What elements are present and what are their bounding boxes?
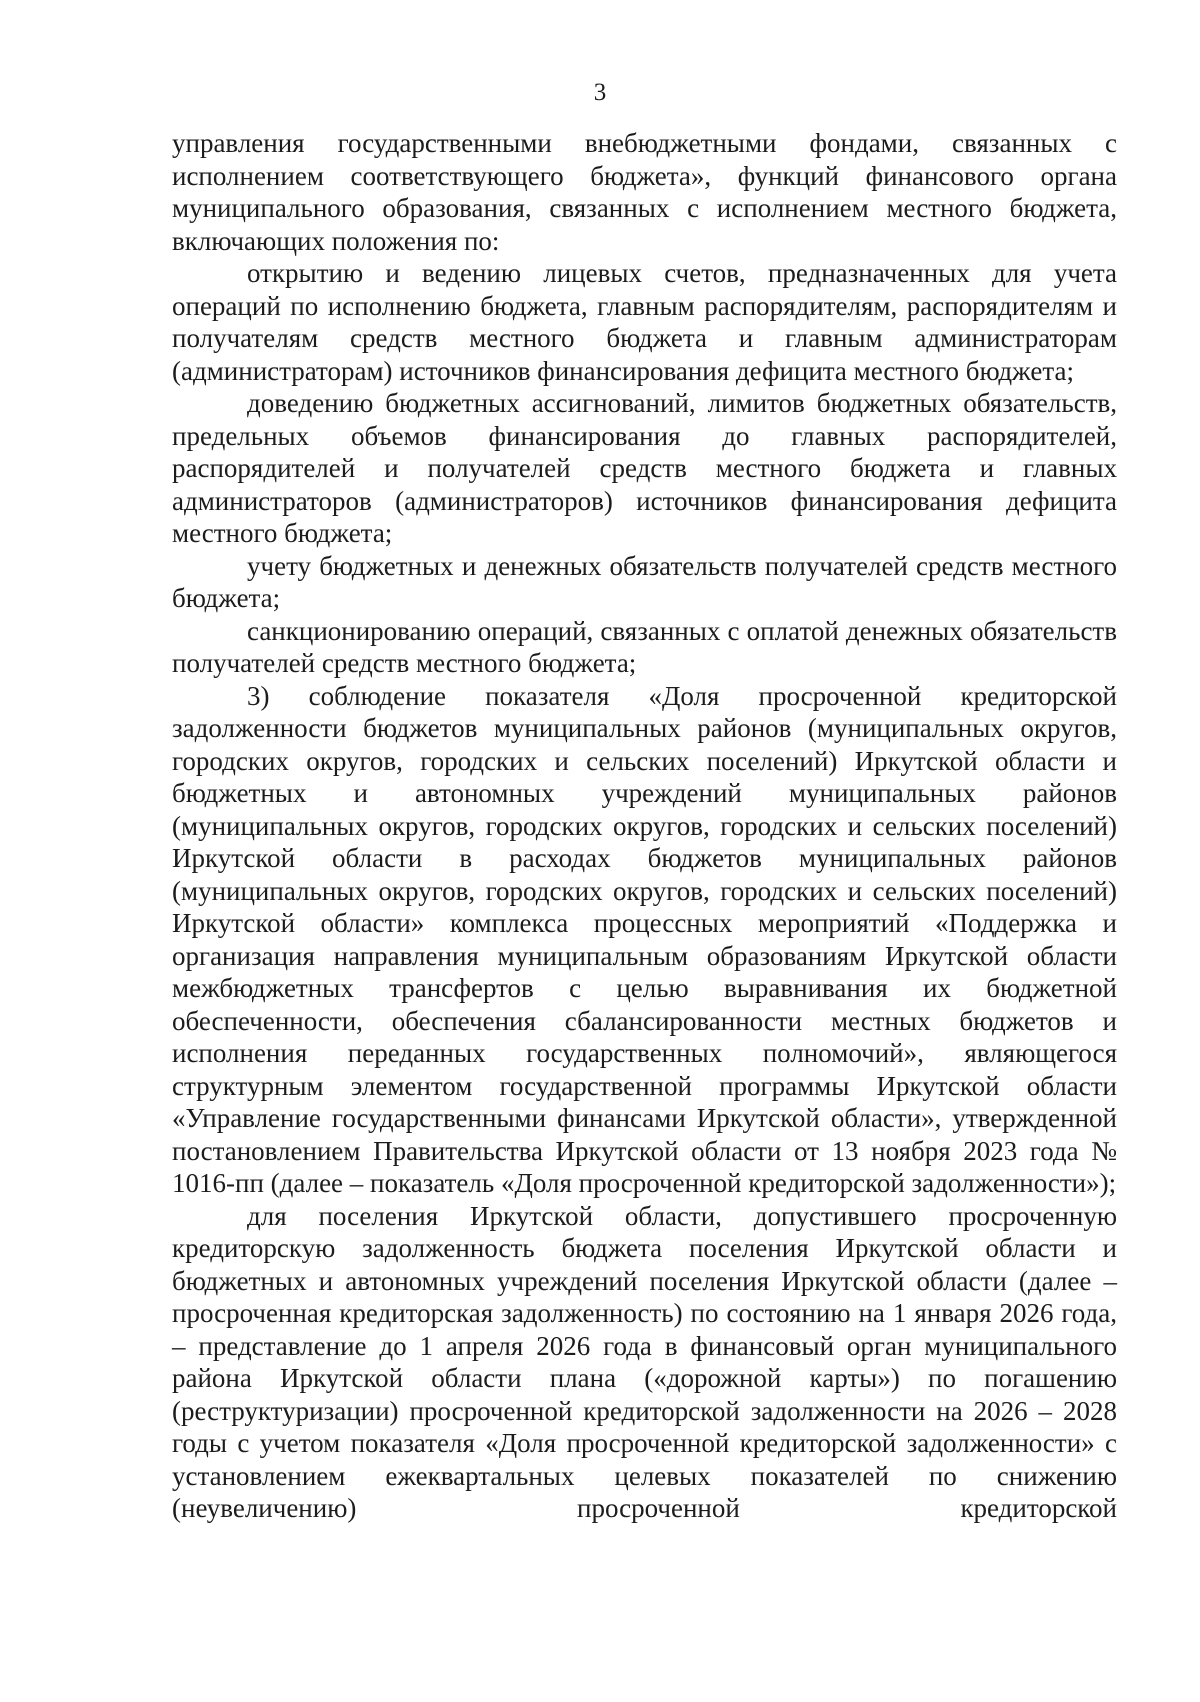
paragraph-continuation: управления государственными внебюджетными фондами, связанных с исполнением соответствующего бюджета», функций финансового органа муниципального образования, связанных с исполнением местного бюджета, включающих положения по: — [172, 128, 1117, 256]
paragraph-authorization: санкционированию операций, связанных с оплатой денежных обязательств получателей средств местного бюджета; — [172, 615, 1117, 678]
paragraph-budget-allocations: доведению бюджетных ассигнований, лимитов бюджетных обязательств, предельных объемов финансирования до главных распорядителей, распорядителей и получателей средств местного бюджета и главных администраторов (администраторов) источников финансирования дефицита местного бюджета; — [172, 388, 1117, 548]
paragraph-settlement-requirement: для поселения Иркутской области, допустившего просроченную кредиторскую задолженность бюджета поселения Иркутской области и бюджетных и автономных учреждений поселения Иркутской области (далее – просроченная кредиторская задолженность) по состоянию на 1 января 2026 года, – представление до 1 апреля 2026 года в финансовый орган муниципального района Иркутской области плана («дорожной карты») по погашению (реструктуризации) просроченной кредиторской задолженности на 2026 – 2028 годы с учетом показателя «Доля просроченной кредиторской задолженности» с установлением ежеквартальных целевых показателей по снижению (неувеличению) просроченной кредиторской — [172, 1200, 1117, 1523]
document-body — [172, 127, 1117, 1525]
page-number: 3 — [593, 79, 607, 106]
paragraph-item-3: 3) соблюдение показателя «Доля просроченной кредиторской задолженности бюджетов муниципальных районов (муниципальных округов, городских округов, городских и сельских поселений) Иркутской области и бюджетных и автономных учреждений муниципальных районов (муниципальных округов, городских округов, городских и сельских поселений) Иркутской области в расходах бюджетов муниципальных районов (муниципальных округов, городских округов, городских и сельских поселений) Иркутской области» комплекса процессных мероприятий «Поддержка и организация направления муниципальным образованиям Иркутской области межбюджетных трансфертов с целью выравнивания их бюджетной обеспеченности, обеспечения сбалансированности местных бюджетов и исполнения переданных государственных полномочий», являющегося структурным элементом государственной программы Иркутской области «Управление государственными финансами Иркутской области», утвержденной постановлением Правительства Иркутской области от 13 ноября 2023 года № 1016-пп (далее – показатель «Доля просроченной кредиторской задолженности»); — [172, 680, 1117, 1198]
paragraph-personal-accounts: открытию и ведению лицевых счетов, предназначенных для учета операций по исполнению бюджета, главным распорядителям, распорядителям и получателям средств местного бюджета и главным администраторам (администраторам) источников финансирования дефицита местного бюджета; — [172, 258, 1117, 386]
paragraph-obligations-accounting: учету бюджетных и денежных обязательств получателей средств местного бюджета; — [172, 550, 1117, 613]
